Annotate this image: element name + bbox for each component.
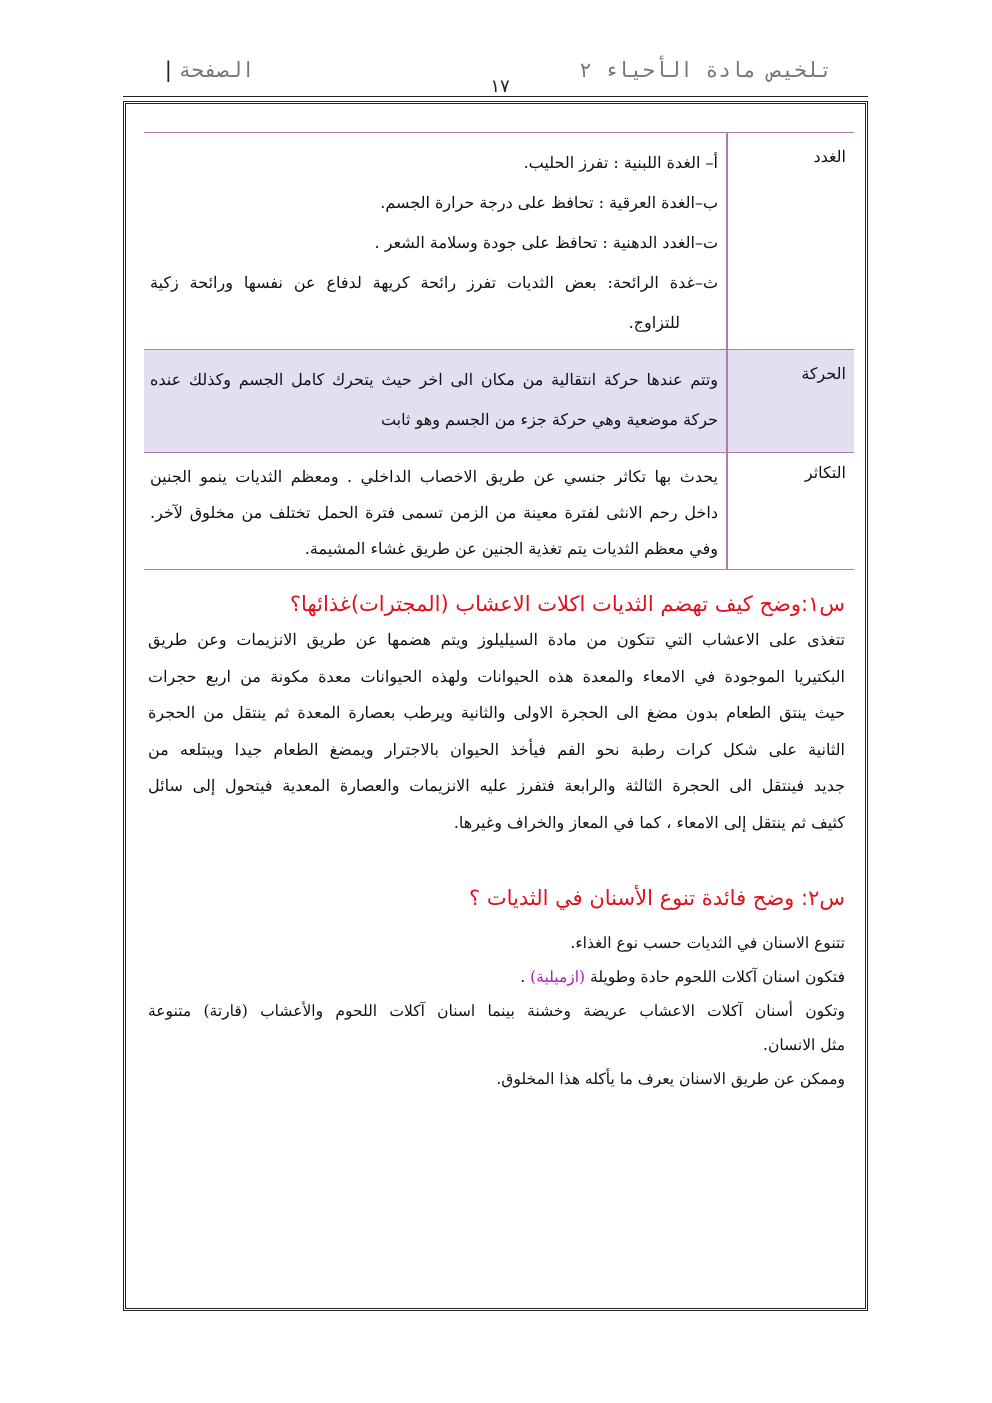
table-line: وتتم عندها حركة انتقالية من مكان الى اخر حيث يتحرك كامل الجسم وكذلك عنده [150,370,718,389]
row-description [144,133,727,350]
answer-line: حيث ينتق الطعام بدون مضغ الى الحجرة الاولى والثانية ويرطب بعصارة المعدة ثم ينتقل من الحجرة [148,703,845,722]
page-content [126,104,865,1308]
answer-line: الثانية على شكل كرات رطبة نحو الفم فيأخذ الحيوان بالاجترار ويمضغ الطعام جيدا ويبتلعه من [148,739,845,759]
page-number: ١٧ [490,76,510,97]
question-1-answer [148,622,845,841]
answer-line: وممكن عن طريق الاسنان يعرف ما يأكله هذا المخلوق. [496,1070,845,1088]
answer-line: كثيف ثم ينتقل إلى الامعاء ، كما في المعاز والخراف وغيرها. [453,812,845,832]
table-line: حركة موضعية وهي حركة جزء من الجسم وهو ثابت [380,410,718,429]
answer-line: مثل الانسان. [763,1036,845,1054]
row-label: الحركة [727,350,854,453]
table-line: وفي معظم الثديات يتم تغذية الجنين عن طريق غشاء المشيمة. [304,539,718,558]
answer-text: . [520,968,531,986]
mammal-features-table [144,132,854,570]
row-label: الغدد [727,133,854,350]
highlighted-term: (ازميلية) [530,968,586,986]
table-line: ث–غدة الرائحة: بعض الثديات تفرز رائحة كريهة لدفاع عن نفسها ورائحة زكية [150,273,719,292]
page-frame [123,101,868,1311]
answer-line: جديد فينتقل الى الحجرة الثالثة والرابعة فتفرز عليه الانزيمات والعصارة المعدية فيتحول إلى سائل [148,776,845,795]
table-line: ب–الغدة العرقية : تحافظ على درجة حرارة الجسم. [380,193,718,212]
answer-line: وتكون أسنان آكلات الاعشاب عريضة وخشنة بينما اسنان آكلات اللحوم والأعشاب (قارتة) متنوعة [148,1002,845,1020]
row-label: التكاثر [727,453,854,570]
header-rule [123,96,868,97]
table-line: داخل رحم الانثى لفترة معينة من الزمن تسمى فترة الحمل تختلف من مخلوق لآخر. [150,503,718,522]
table-line: ت–الغدد الدهنية : تحافظ على جودة وسلامة الشعر . [374,233,718,252]
table-row-glands [144,133,854,350]
answer-text: فتكون اسنان آكلات اللحوم حادة وطويلة [590,968,845,986]
answer-line: تتغذى على الاعشاب التي تتكون من مادة السيليلوز ويتم هضمها عن طريق الانزيمات وعن طريق [148,630,845,649]
answer-line [148,960,845,994]
row-description [144,453,727,570]
page-label: | الصفحة [162,58,255,82]
row-description [144,350,727,453]
table-line: يحدث بها تكاثر جنسي عن طريق الاخصاب الداخلي . ومعظم الثديات ينمو الجنين [150,467,718,486]
question-2-title: س٢: وضح فائدة تنوع الأسنان في الثديات ؟ [469,886,845,910]
question-1-title: س١:وضح كيف تهضم الثديات اكلات الاعشاب (المجترات)غذائها؟ [289,592,845,616]
table-line: للتزاوج. [628,313,680,332]
answer-line: البكتيريا الموجودة في الامعاء والمعدة هذه الحيوانات ولهذه الحيوانات معدة مكونة من اربع حجرات [148,666,845,686]
document-title: تلخيص مادة الأحياء ٢ [579,58,832,82]
question-2-answer [148,926,845,1096]
table-row-movement [144,350,854,453]
answer-line: تتنوع الاسنان في الثديات حسب نوع الغذاء. [570,934,845,952]
table-line: أ– الغدة اللبنية : تفرز الحليب. [523,153,718,172]
table-row-reproduction [144,453,854,570]
